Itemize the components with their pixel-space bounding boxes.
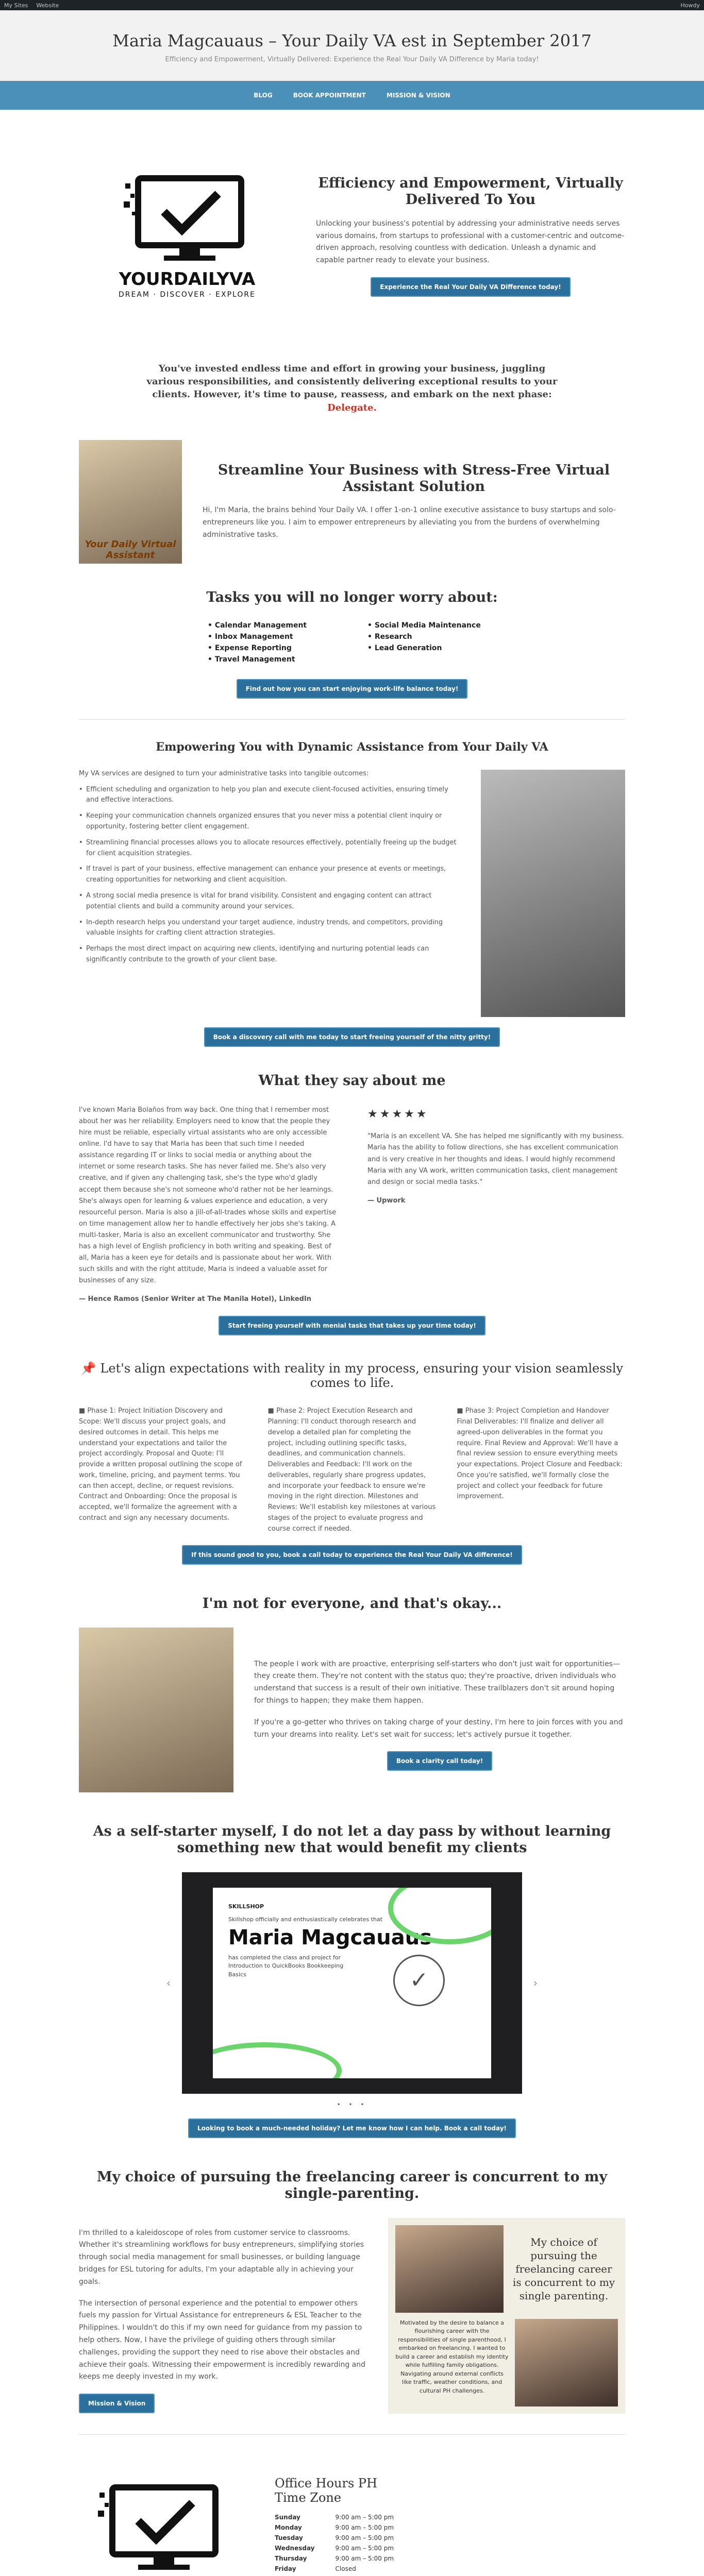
task-item: • Calendar Management [208, 621, 337, 630]
tasks-cta-button[interactable]: Find out how you can start enjoying work-life balance today! [237, 679, 468, 699]
task-item: • Expense Reporting [208, 644, 337, 652]
logo-subtitle: DREAM · DISCOVER · EXPLORE [119, 291, 256, 299]
family-photo [395, 2225, 504, 2313]
testimonial-right-author: — Upwork [367, 1196, 406, 1205]
hours-time: Closed [335, 2565, 356, 2572]
dynamic-bullet: • A strong social media presence is vital for brand visibility. Consistent and engaging content can attract potential clients and build a community around your services. [79, 891, 460, 912]
certificate-slide [213, 1888, 491, 2078]
site-title[interactable]: Maria Magcauaus – Your Daily VA est in September 2017 [112, 31, 592, 50]
nav-mission-vision[interactable]: MISSION & VISION [386, 92, 450, 99]
process-cta-button[interactable]: If this sound good to you, book a call today to experience the Real Your Daily VA difference! [182, 1545, 522, 1565]
hours-row [275, 2564, 414, 2574]
single-parent-text [79, 2218, 367, 2414]
hours-day [275, 2574, 336, 2576]
task-item: • Travel Management [208, 655, 337, 664]
hours-day: Wednesday [275, 2544, 315, 2552]
holiday-cta-button[interactable]: Looking to book a much-needed holiday? Let me know how I can help. Book a call today! [188, 2119, 516, 2138]
carousel-prev-icon[interactable]: ‹ [166, 1976, 171, 1989]
divider [79, 2434, 625, 2435]
tasks-title: Tasks you will no longer worry about: [206, 589, 498, 605]
hero-text [316, 175, 625, 297]
dynamic-bullet: • Keeping your communication channels organized ensures that you never miss a potential client inquiry or opportunity, fostering better client engagement. [79, 811, 460, 833]
self-starter-section [48, 1792, 656, 2138]
hours-row [275, 2512, 414, 2522]
single-parent-p2: The intersection of personal experience and the potential to empower others fuels my passion for Virtual Assistance for entrepreneurs & ESL Teacher to the Philippines. I wouldn't do this if my own need for guidance from my passion to help others. Now, I have the privilege of guiding others through similar challenges, providing the support they need to rise above their obstacles and achieve their goals. Witnessing their empowerment is incredibly rewarding and keeps me deeply invested in my work. [79, 2299, 366, 2381]
office-hours [275, 2476, 414, 2576]
footer-logo [79, 2476, 244, 2576]
single-parent-row [79, 2218, 625, 2414]
carousel-next-icon[interactable]: › [533, 1976, 538, 1989]
carousel-dots[interactable]: • • • [337, 2100, 367, 2108]
hero-title: Efficiency and Empowerment, Virtually Delivered To You [318, 175, 623, 208]
process-phase-3: ■ Phase 3: Project Completion and Handover Final Deliverables: I'll finalize and deliver all agreed-upon deliverables in the format you require. Final Review and Approval: We'll have a final review session to ensure everything meets your expectations. Project Closure and Feedback: Once you're satisfied, we'll formally close the project and collect your feedback for future improvement. [457, 1407, 623, 1501]
monitor-check-icon [97, 2482, 226, 2575]
testimonials-title: What they say about me [258, 1072, 446, 1089]
single-parent-collage [388, 2218, 625, 2414]
hours-row [275, 2522, 414, 2533]
dynamic-bullet: • If travel is part of your business, effective management can enhance your presence at events or meetings, creating opportunities for networking and client acquisition. [79, 864, 460, 886]
main-content [48, 120, 656, 2576]
certificate-badge-icon: ✓ [393, 1955, 445, 2006]
family-photo [515, 2319, 618, 2406]
hero-cta-button[interactable]: Experience the Real Your Daily VA Difference today! [371, 277, 570, 297]
dynamic-bullet: • Efficient scheduling and organization to help you plan and execute client-focused activities, ensuring timely and effective interactions. [79, 785, 460, 806]
photo-tag: Your Daily Virtual Assistant [85, 538, 176, 561]
hours-time: 9:00 am – 5:00 pm [335, 2523, 394, 2531]
discovery-call-button[interactable]: Book a discovery call with me today to start freeing yourself of the nitty gritty! [204, 1027, 500, 1047]
maria-pointing-photo [79, 1628, 233, 1792]
tasks-list [208, 621, 496, 664]
cert-name: Maria Magcauaus [228, 1925, 432, 1950]
collage-top [395, 2225, 618, 2313]
office-hours-table [275, 2512, 414, 2576]
cert-brand: SKILLSHOP [228, 1903, 264, 1910]
self-starter-title: As a self-starter myself, I do not let a day pass by without learning something new that would benefit my clients [93, 1823, 611, 1856]
maria-photo [79, 440, 182, 564]
certificate-carousel[interactable] [166, 1872, 538, 2094]
testimonials-cta-button[interactable]: Start freeing yourself with menial tasks that takes up your time today! [219, 1316, 485, 1335]
not-for-everyone-title: I'm not for everyone, and that's okay... [202, 1595, 502, 1612]
process-columns [79, 1406, 625, 1535]
main-nav [0, 81, 704, 110]
dynamic-bullet: • In-depth research helps you understand your target audience, industry trends, and competitors, providing valuable insights for crafting client attraction strategies. [79, 918, 460, 939]
admin-bar [0, 0, 704, 10]
testimonial-left-text: I've known Maria Bolaños from way back. One thing that I remember most about her was her reliability. Employers need to know that the people they hire must be reliable, especially virtual assistants who are only accessible online. I'd have to say that Maria has been that such time I needed assistance regarding IT or links to social media or anything about the internet or some research tasks. She has never failed me. She's also very creative, and if given any challenging task, she's the type who'd gladly accept them because she's not someone who'd rather not be her learnings. She's always open for learning & values experience and education, a very resourceful person. Maria is also a jill-of-all-trades whose skills and expertise on time management allow her to handle effectively her jobs she's taking. A multi-tasker, Maria is also an excellent communicator and trustworthy. She has a high level of English proficiency in both writing and speaking. Best of all, Maria has a keen eye for details and is passionate about her work. With such skills and with the right attitude, Maria is indeed a valuable asset for businesses of any size. [79, 1106, 337, 1285]
cert-with: Skillshop officially and enthusiastically celebrates that [228, 1916, 383, 1923]
office-hours-section [48, 2455, 656, 2576]
hours-time: 9:00 am – 5:00 pm [335, 2554, 394, 2562]
hours-time: 9:00 am – 5:00 pm [335, 2544, 394, 2552]
hours-day: Sunday [275, 2513, 300, 2521]
hours-row [275, 2543, 414, 2553]
single-parent-title: My choice of pursuing the freelancing career is concurrent to my single-parenting. [96, 2168, 608, 2202]
dynamic-bullet: • Perhaps the most direct impact on acquiring new clients, identifying and nurturing potential leads can significantly contribute to the growth of your client base. [79, 944, 460, 965]
collage-caption: Motivated by the desire to balance a flourishing career with the responsibilities of single parenthood, I embarked on freelancing. I wanted to build a career and establish my identity while fulfilling family obligations. Navigating around external conflicts like traffic, weather conditions, and cultural PH challenges. [395, 2319, 509, 2394]
rating-stars-icon: ★★★★★ [367, 1107, 429, 1121]
single-parent-section [48, 2138, 656, 2414]
hours-row [275, 2553, 414, 2564]
not-for-everyone-row [79, 1628, 625, 1792]
mission-vision-button[interactable]: Mission & Vision [79, 2394, 155, 2413]
single-parent-p1: I'm thrilled to a kaleidoscope of roles from customer service to classrooms. Whether it's streamlining workflows for busy entrepreneurs, simplifying stories through social media management for small businesses, or building language bridges for ESL tutoring for adults, I'm your adaptable ally in achieving your goals. [79, 2228, 364, 2286]
stressed-man-photo [481, 770, 625, 1017]
stress-free-section [48, 435, 656, 564]
process-section [48, 1335, 656, 1565]
testimonial-left [79, 1105, 337, 1306]
stress-free-text [203, 462, 625, 541]
dynamic-intro: My VA services are designed to turn your administrative tasks into tangible outcomes: [79, 769, 369, 777]
testimonials-row [79, 1105, 625, 1306]
hours-day: Friday [275, 2565, 296, 2572]
dynamic-section [48, 740, 656, 1046]
delegate-text: You've invested endless time and effort in growing your business, juggling various responsibilities, and consistently delivering exceptional results to your clients. However, it's time to pause, reassess, and embark on the next phase: [146, 363, 558, 400]
site-tagline: Efficiency and Empowerment, Virtually Delivered: Experience the Real Your Daily VA Difference by Maria today! [165, 56, 539, 63]
collage-bottom [395, 2319, 618, 2406]
hours-day: Thursday [275, 2554, 307, 2562]
hours-row [275, 2574, 414, 2576]
hours-day: Tuesday [275, 2534, 303, 2541]
clarity-call-button[interactable]: Book a clarity call today! [387, 1751, 492, 1771]
hero-section [48, 120, 656, 342]
hero-body: Unlocking your business's potential by addressing your administrative needs serves various domains, from startups to professional with a customer-centric and outcome-driven approach, resolving countless with dedication. Unleash a dynamic and capable partner ready to elevate your business. [316, 219, 625, 265]
admin-item-mysites[interactable]: My Sites [4, 2, 28, 9]
task-item: • Social Media Maintenance [367, 621, 496, 630]
delegate-lead [48, 342, 656, 435]
process-phase-2: ■ Phase 2: Project Execution Research and Planning: I'll conduct thorough research and develop a detailed plan for completing the project, including outlining specific tasks, deadlines, and communication channels. Deliverables and Feedback: I'll work on the deliverables, regularly share progress updates, and incorporate your feedback to ensure we're moving in the right direction. Milestones and Reviews: We'll establish key milestones at various stages of the project to evaluate progress and course correct if needed. [267, 1407, 436, 1533]
hours-time: 9:00 am – 5:00 pm [335, 2534, 394, 2541]
nav-blog[interactable]: BLOG [254, 92, 273, 99]
task-item: • Inbox Management [208, 633, 337, 641]
logo [79, 151, 295, 321]
testimonial-left-author: — Hence Ramos (Senior Writer at The Manila Hotel), LinkedIn [79, 1295, 312, 1303]
process-title: 📌 Let's align expectations with reality in my process, ensuring your vision seamlessly comes to life. [80, 1361, 624, 1391]
nav-book-appointment[interactable]: BOOK APPOINTMENT [293, 92, 366, 99]
process-phase-1: ■ Phase 1: Project Initiation Discovery and Scope: We'll discuss your project goals, and desired outcomes in detail. This helps me understand your expectations and tailor the project accordingly. Proposal and Quote: I'll provide a written proposal outlining the scope of work, timeline, pricing, and payment terms. You can then accept, decline, or request revisions. Contract and Onboarding: Once the proposal is accepted, we'll formalize the agreement with a contract and sign any necessary documents. [79, 1407, 242, 1522]
delegate-link[interactable]: Delegate. [327, 402, 377, 413]
logo-name: YOURDAILYVA [119, 269, 256, 290]
testimonials-section [48, 1047, 656, 1335]
task-item: • Research [367, 633, 496, 641]
admin-item-website[interactable]: Website [36, 2, 59, 9]
hours-time: 9:00 am – 5:00 pm [335, 2513, 394, 2521]
dynamic-row [79, 770, 625, 1017]
stress-free-body: Hi, I'm Maria, the brains behind Your Daily VA. I offer 1-on-1 online executive assistance to busy startups and solo-entrepreneurs like you. I aim to empower entrepreneurs by alleviating you from the burdens of overwhelming administrative tasks. [203, 506, 616, 539]
hours-day: Monday [275, 2523, 302, 2531]
dynamic-bullet: • Streamlining financial processes allows you to allocate resources effectively, potentially freeing up the budget for client acquisition strategies. [79, 838, 460, 859]
admin-user[interactable]: Howdy [680, 2, 700, 9]
tasks-section [48, 564, 656, 699]
not-for-everyone-p2: If you're a go-getter who thrives on taking charge of your destiny, I'm here to join forces with you and turn your dreams into reality. Let's set wait for success; let's actively pursue it together. [254, 1718, 623, 1739]
not-for-everyone-text [254, 1649, 625, 1771]
collage-quote: My choice of pursuing the freelancing career is concurrent to my single parenting. [512, 2235, 615, 2302]
dynamic-title: Empowering You with Dynamic Assistance from Your Daily VA [156, 740, 548, 754]
not-for-everyone-section [48, 1565, 656, 1792]
decor-arc [213, 2042, 342, 2078]
dynamic-text [79, 770, 460, 971]
task-item: • Lead Generation [367, 644, 496, 652]
dynamic-bullets [79, 785, 460, 965]
not-for-everyone-p1: The people I work with are proactive, enterprising self-starters who don't just wait for opportunities—they create them. They're not content with the status quo; they're proactive, driven individuals who understand that success is a result of their own initiative. These trailblazers don't sit around hoping for things to happen; they make them happen. [254, 1659, 620, 1705]
testimonial-right [367, 1105, 625, 1306]
hours-time [336, 2574, 415, 2576]
stress-free-title: Streamline Your Business with Stress-Free Virtual Assistant Solution [217, 462, 610, 495]
testimonial-right-text: "Maria is an excellent VA. She has helped me significantly with my business. Maria has the ability to follow directions, she has excellent communication and is very creative in her thoughts and ideas. I would highly recommend Maria with any VA work, written communication tasks, client management and design or social media tasks." [367, 1132, 624, 1186]
site-header [0, 10, 704, 81]
office-hours-title: Office Hours PH Time Zone [275, 2476, 378, 2505]
divider [79, 719, 625, 720]
hours-row [275, 2533, 414, 2543]
monitor-check-icon [123, 173, 252, 266]
cert-description: has completed the class and project for Introduction to QuickBooks Bookkeeping Basics [228, 1954, 344, 1978]
